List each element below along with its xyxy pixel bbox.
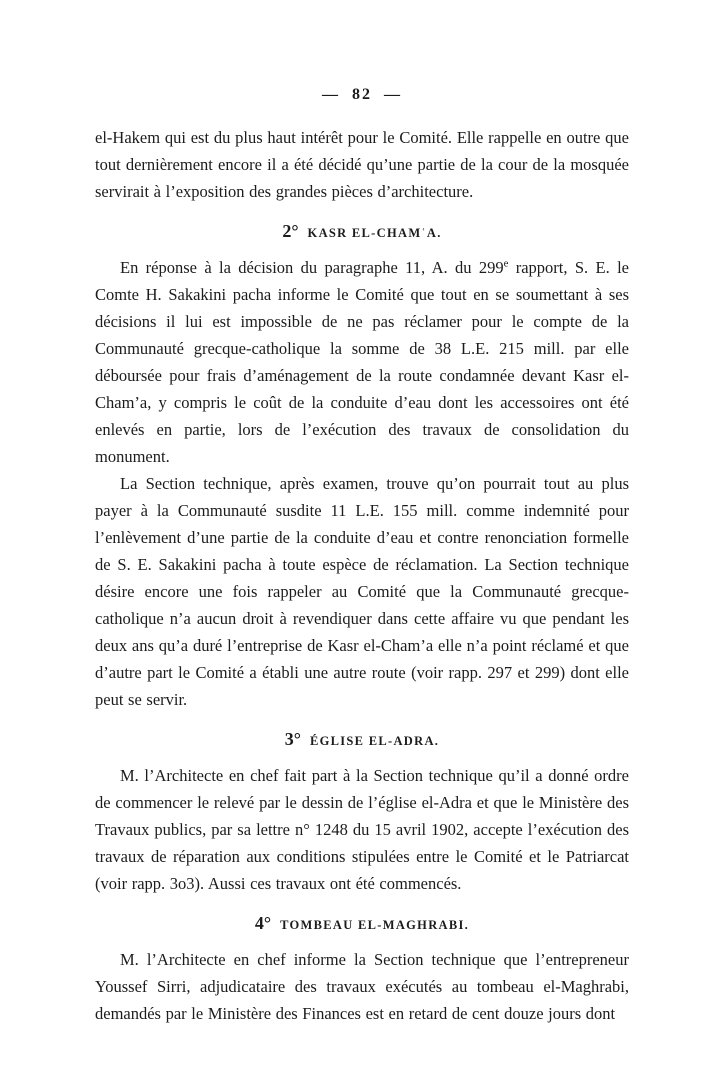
page-number: — 82 — — [322, 86, 402, 103]
section-number: 3° — [284, 729, 301, 749]
section-heading-eglise-el-adra — [95, 727, 629, 753]
paragraph-section-technique: La Section technique, après examen, trouve qu’on pourrait tout au plus payer à la Communauté susdite 11 L.E. 155 mill. comme indemnité pour l’enlèvement d’une partie de la conduite d’eau et contre renonciation formelle de S. E. Sakakini pacha à toute espèce de réclamation. La Section technique désire encore une fois rappeler au Comité que la Communauté grecque-catholique n’a aucun droit à revendiquer dans cette affaire vu que pendant les deux ans qu’a duré l’entreprise de Kasr el-Cham’a elle n’a point réclamé et que d’autre part le Comité a établi une autre route (voir rapp. 297 et 299) dont elle peut se servir. — [95, 474, 629, 709]
section-title: KASR EL-CHAMʿA. — [307, 226, 442, 240]
section-title: ÉGLISE EL-ADRA. — [309, 734, 440, 748]
paragraph-continuation-el-hakem: el-Hakem qui est du plus haut intérêt pour le Comité. Elle rappelle en outre que tout dernièrement encore il a été décidé qu’une partie de la cour de la mosquée servirait à l’exposition des grandes pièces d’architecture. — [95, 128, 629, 201]
paragraph-tombeau-el-maghrabi: M. l’Architecte en chef informe la Section technique que l’entrepreneur Youssef Sirri, adjudicataire des travaux exécutés au tombeau el-Maghrabi, demandés par le Ministère des Finances est en retard de cent douze jours dont — [95, 950, 629, 1023]
paragraph-eglise-el-adra: M. l’Architecte en chef fait part à la Section technique qu’il a donné ordre de commencer le relevé par le dessin de l’église el-Adra et que le Ministère des Travaux publics, par sa lettre n° 1248 du 15 avril 1902, accepte l’exécution des travaux de réparation aux conditions stipulées entre le Comité et le Patriarcat (voir rapp. 3o3). Aussi ces travaux ont été commencés. — [95, 766, 629, 893]
section-title: TOMBEAU EL-MAGHRABI. — [280, 918, 470, 932]
ordinal-superscript: e — [503, 257, 509, 270]
section-number: 4° — [254, 913, 272, 933]
section-heading-tombeau-el-maghrabi — [95, 911, 629, 937]
section-number: 2° — [282, 221, 299, 241]
paragraph-kasr-response — [95, 254, 629, 470]
section-heading-kasr-el-chama — [95, 219, 629, 245]
paragraph-text-before-superscript: En réponse à la décision du paragraphe 11, A. du 299 — [120, 258, 504, 277]
paragraph-text-after-superscript: rapport, S. E. le Comte H. Sakakini pacha informe le Comité que tout en se soumettant à ses décisions il lui est impossible de ne pas réclamer pour le compte de la Communauté grecque-catholique la somme de 38 L.E. 215 mill. par elle déboursée pour frais d’aménagement de la route condamnée devant Kasr el-Cham’a, y compris le coût de la conduite d’eau dont les accessoires ont été enlevés en partie, lors de l’exécution des travaux de consolidation du monument. — [95, 258, 629, 466]
